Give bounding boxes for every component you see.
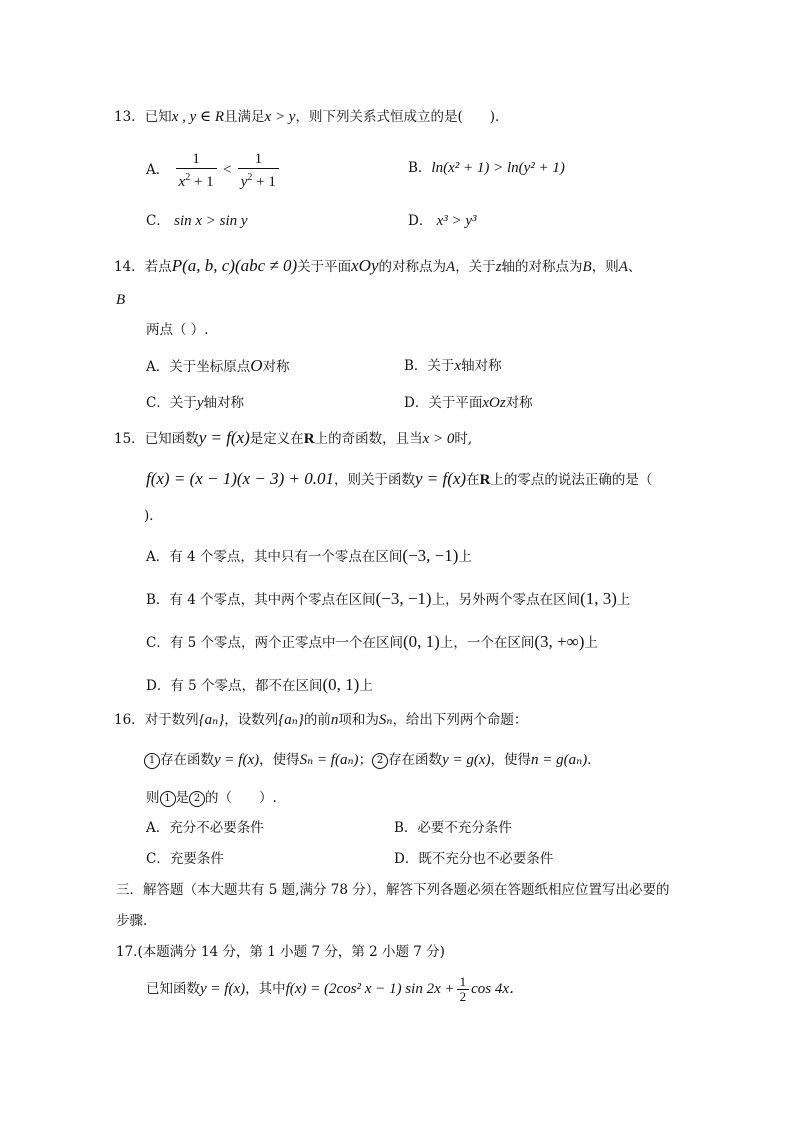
q13-a-frac-right: $\frac{1}{y^2 + 1}$ (238, 150, 279, 191)
q16-option-a: A．充分不必要条件 (146, 820, 264, 836)
section3-heading: 三．解答题（本大题共有 5 题,满分 78 分），解答下列各题必须在答题纸相应位置写出必要的 (116, 882, 670, 898)
section3-heading-cont: 步骤. (116, 913, 148, 929)
q15-formula-line: f(x) = (x − 1)(x − 3) + 0.01，则关于函数y = f(x)在R上的零点的说法正确的是（ (146, 469, 653, 488)
q16-question: 则 1 是 2 的（ ）. (146, 790, 277, 806)
q13-a-frac-left: $\frac{1}{x^2 + 1}$ (176, 150, 217, 191)
q16-option-d: D．既不充分也不必要条件 (394, 851, 554, 867)
q13-option-b: B．ln(x² + 1) > ln(y² + 1) (408, 160, 565, 176)
q15-option-d: D．有 5 个零点，都不在区间(0, 1)上 (146, 675, 373, 694)
q15-option-a: A．有 4 个零点，其中只有一个零点在区间(−3, −1)上 (146, 546, 472, 565)
q14-option-d: D．关于平面xOz对称 (404, 395, 533, 411)
q16-stem: 16．对于数列{aₙ}，设数列{aₙ}的前n项和为Sₙ，给出下列两个命题： (114, 712, 528, 728)
circled-one: 1 (144, 753, 160, 769)
circled-two: 2 (372, 753, 388, 769)
q16-propositions: 1 存在函数y = f(x)，使得Sₙ = f(aₙ)； 2 存在函数y = g(x)，使得n = g(aₙ)． (144, 750, 601, 770)
q16-option-b: B．必要不充分条件 (394, 820, 512, 836)
q13-stem: 13．已知x , y ∈ R且满足x > y，则下列关系式恒成立的是( )． (114, 109, 509, 125)
q15-number: 15． (114, 431, 145, 447)
q14-stem-cont: B (116, 292, 126, 308)
q15-stem: 15．已知函数y = f(x)是定义在R上的奇函数，且当x > 0时, (114, 428, 473, 447)
q15-stem-line3: )． (144, 508, 163, 524)
q14-option-c: C．关于y轴对称 (146, 395, 245, 411)
q15-option-b: B．有 4 个零点，其中两个零点在区间(−3, −1)上，另外两个零点在区间(1, 3)上 (146, 589, 631, 608)
q14-number: 14． (114, 259, 145, 275)
q14-option-a: A．关于坐标原点O对称 (146, 356, 290, 375)
q13-option-d: D． x³ > y³ (408, 213, 477, 229)
q16-number: 16． (114, 712, 145, 728)
q16-option-c: C．充要条件 (146, 851, 224, 867)
q13-option-c: C． sin x > sin y (146, 213, 248, 229)
q13-option-a: A． $\frac{1}{x^2 + 1}$ < $\frac{1}{y^2 + 1}$ (146, 150, 281, 191)
q14-stem: 14．若点P(a, b, c)(abc ≠ 0)关于平面xOy的对称点为A，关于z轴的对称点为B，则A、 (114, 256, 642, 275)
q13-number: 13． (114, 109, 145, 125)
q17-stem: 已知函数y = f(x)，其中f(x) = (2cos² x − 1) sin 2x + $\frac{1}{2}$ cos 4x． (146, 974, 524, 1004)
q14-option-b: B．关于x轴对称 (404, 358, 502, 374)
q17-half-fraction: $\frac{1}{2}$ (457, 975, 470, 1004)
q17-header: 17.(本题满分 14 分，第 1 小题 7 分，第 2 小题 7 分) (116, 944, 445, 960)
q15-option-c: C．有 5 个零点，两个正零点中一个在区间(0, 1)上，一个在区间(3, +∞)上 (146, 632, 598, 651)
q14-stem-line2: 两点（ ）. (146, 322, 209, 338)
